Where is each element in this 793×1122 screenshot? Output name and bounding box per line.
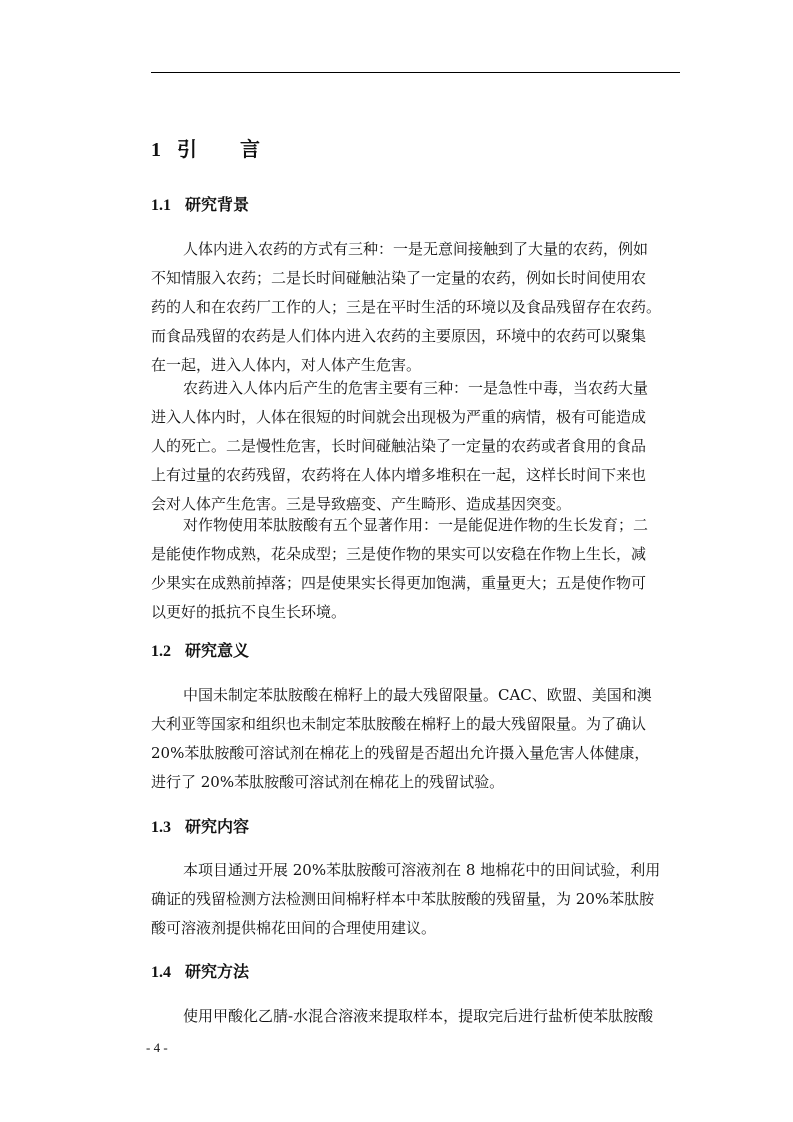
text-line: 进入人体内时，人体在很短的时间就会出现极为严重的病情，极有可能造成 <box>151 408 647 426</box>
chapter-title: 引 言 <box>177 137 278 161</box>
text-line: 本项目通过开展 20%苯肽胺酸可溶液剂在 8 地棉花中的田间试验，利用 <box>183 861 661 879</box>
text-line: 不知情服入农药；二是长时间碰触沾染了一定量的农药，例如长时间使用农 <box>151 269 647 287</box>
section-title: 研究方法 <box>185 962 250 981</box>
paragraph-research-significance <box>151 681 680 797</box>
text-line: 农药进入人体内后产生的危害主要有三种：一是急性中毒，当农药大量 <box>183 379 649 397</box>
text-line: 人的死亡。二是慢性危害，长时间碰触沾染了一定量的农药或者食用的食品 <box>151 437 647 455</box>
section-number: 1.3 <box>151 819 171 836</box>
chapter-number: 1 <box>151 139 161 161</box>
section-heading-1-2 <box>151 641 249 662</box>
text-line: 少果实在成熟前掉落；四是使果实长得更加饱满，重量更大；五是使作物可 <box>151 574 647 592</box>
text-line: 药的人和在农药厂工作的人；三是在平时生活的环境以及食品残留存在农药。 <box>151 298 662 316</box>
section-number: 1.1 <box>151 197 171 214</box>
section-title: 研究意义 <box>185 641 250 660</box>
text-line: 酸可溶液剂提供棉花田间的合理使用建议。 <box>151 919 437 937</box>
chapter-heading <box>151 137 278 162</box>
text-line: 大利亚等国家和组织也未制定苯肽胺酸在棉籽上的最大残留限量。为了确认 <box>151 715 647 733</box>
text-line: 中国未制定苯肽胺酸在棉籽上的最大残留限量。CAC、欧盟、美国和澳 <box>183 686 652 704</box>
text-line: 是能使作物成熟，花朵成型；三是使作物的果实可以安稳在作物上生长，减 <box>151 545 647 563</box>
text-line: 上有过量的农药残留，农药将在人体内增多堆积在一起，这样长时间下来也 <box>151 466 647 484</box>
text-line: 人体内进入农药的方式有三种：一是无意间接触到了大量的农药，例如 <box>183 240 649 258</box>
section-number: 1.4 <box>151 964 171 981</box>
section-number: 1.2 <box>151 643 171 660</box>
paragraph-crop-effects <box>151 511 680 627</box>
text-line: 会对人体产生危害。三是导致癌变、产生畸形、造成基因突变。 <box>151 495 572 513</box>
paragraph-research-method <box>151 1002 680 1031</box>
text-line: 确证的残留检测方法检测田间棉籽样本中苯肽胺酸的残留量，为 20%苯肽胺 <box>151 890 655 908</box>
section-title: 研究内容 <box>185 817 250 836</box>
text-line: 而食品残留的农药是人们体内进入农药的主要原因，环境中的农药可以聚集 <box>151 327 647 345</box>
section-title: 研究背景 <box>185 195 250 214</box>
text-line: 使用甲酸化乙腈-水混合溶液来提取样本，提取完后进行盐析使苯肽胺酸 <box>183 1007 654 1025</box>
paragraph-pesticide-harm <box>151 374 680 519</box>
section-heading-1-4 <box>151 962 249 983</box>
header-rule <box>151 72 680 73</box>
page-number: - 4 - <box>146 1040 168 1055</box>
section-heading-1-1 <box>151 195 249 216</box>
paragraph-research-content <box>151 856 680 943</box>
text-line: 进行了 20%苯肽胺酸可溶试剂在棉花上的残留试验。 <box>151 773 505 791</box>
paragraph-pesticide-intake <box>151 235 680 380</box>
text-line: 以更好的抵抗不良生长环境。 <box>151 603 347 621</box>
section-heading-1-3 <box>151 817 249 838</box>
text-line: 在一起，进入人体内，对人体产生危害。 <box>151 356 422 374</box>
text-line: 对作物使用苯肽胺酸有五个显著作用：一是能促进作物的生长发育；二 <box>183 516 649 534</box>
text-line: 20%苯肽胺酸可溶试剂在棉花上的残留是否超出允许摄入量危害人体健康， <box>151 744 650 762</box>
